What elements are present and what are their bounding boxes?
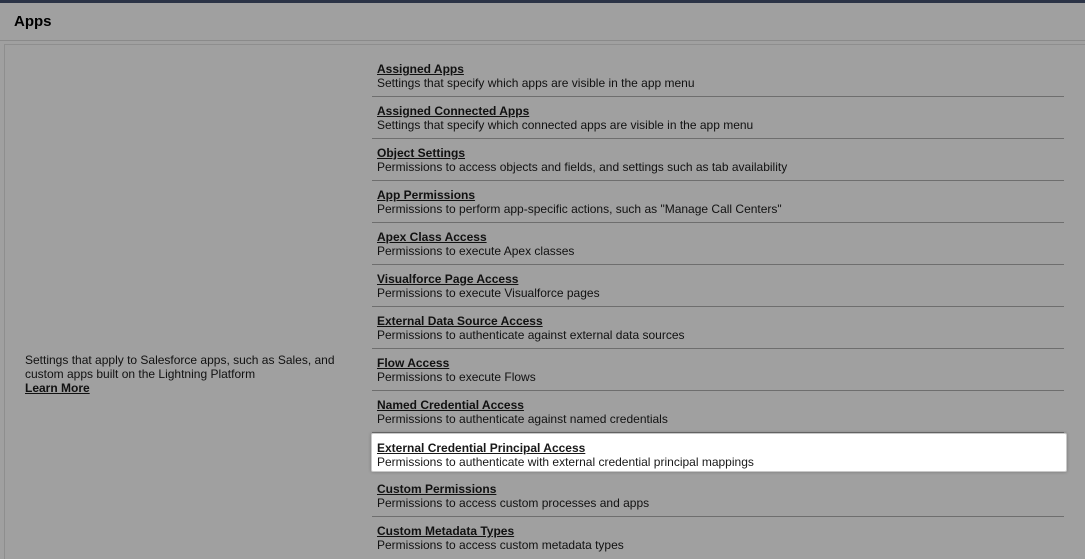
settings-list [372, 55, 1064, 559]
section-description [25, 353, 365, 395]
list-item-external-credential-principal-access[interactable] [371, 433, 1067, 472]
list-item-apex-class-access[interactable] [372, 223, 1064, 265]
item-description: Settings that specify which connected apps are visible in the app menu [377, 118, 754, 132]
page-title: Apps [14, 13, 52, 30]
item-title-link[interactable]: Apex Class Access [377, 230, 487, 244]
list-item-app-permissions[interactable] [372, 181, 1064, 223]
list-item-assigned-connected-apps[interactable] [372, 97, 1064, 139]
list-item-object-settings[interactable] [372, 139, 1064, 181]
item-title-link[interactable]: Object Settings [377, 146, 466, 160]
item-description: Settings that specify which apps are visible in the app menu [377, 76, 695, 90]
item-description: Permissions to perform app-specific actions, such as "Manage Call Centers" [377, 202, 782, 216]
list-item-custom-permissions[interactable] [372, 475, 1064, 517]
list-item-custom-metadata-types[interactable] [372, 517, 1064, 559]
item-title-link[interactable]: External Credential Principal Access [377, 441, 586, 455]
item-description: Permissions to execute Visualforce pages [377, 286, 600, 300]
item-title-link[interactable]: Visualforce Page Access [377, 272, 519, 286]
item-title-link[interactable]: Custom Permissions [377, 482, 497, 496]
item-description: Permissions to authenticate with external credential principal mappings [377, 455, 754, 469]
list-item-flow-access[interactable] [372, 349, 1064, 391]
item-description: Permissions to execute Apex classes [377, 244, 575, 258]
list-item-named-credential-access[interactable] [372, 391, 1064, 433]
description-text: Settings that apply to Salesforce apps, such as Sales, and custom apps built on the Lightning Platform [25, 353, 335, 381]
item-title-link[interactable]: Named Credential Access [377, 398, 524, 412]
item-description: Permissions to access custom metadata types [377, 538, 624, 552]
item-title-link[interactable]: Assigned Apps [377, 62, 464, 76]
item-title-link[interactable]: External Data Source Access [377, 314, 543, 328]
list-item-visualforce-page-access[interactable] [372, 265, 1064, 307]
list-item-assigned-apps[interactable] [372, 55, 1064, 97]
item-title-link[interactable]: Custom Metadata Types [377, 524, 515, 538]
item-title-link[interactable]: App Permissions [377, 188, 476, 202]
learn-more-link[interactable]: Learn More [25, 381, 90, 395]
item-title-link[interactable]: Assigned Connected Apps [377, 104, 530, 118]
item-description: Permissions to execute Flows [377, 370, 536, 384]
item-title-link[interactable]: Flow Access [377, 356, 450, 370]
item-description: Permissions to access custom processes and apps [377, 496, 650, 510]
item-description: Permissions to access objects and fields, and settings such as tab availability [377, 160, 788, 174]
list-item-external-data-source-access[interactable] [372, 307, 1064, 349]
item-description: Permissions to authenticate against external data sources [377, 328, 685, 342]
item-description: Permissions to authenticate against named credentials [377, 412, 668, 426]
section-header [0, 3, 1085, 41]
